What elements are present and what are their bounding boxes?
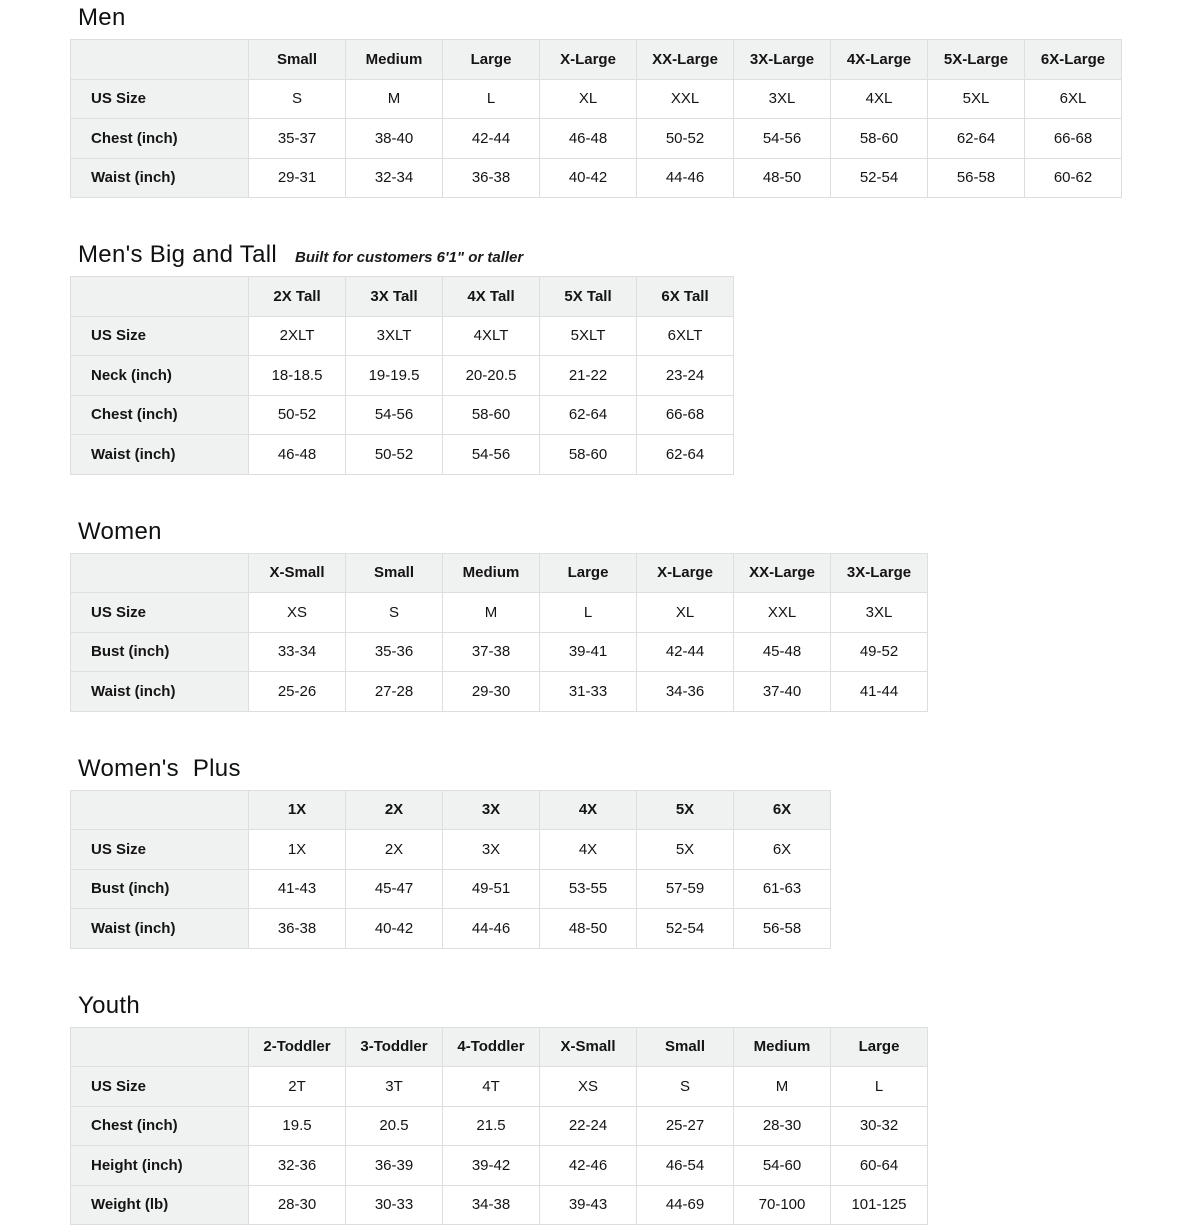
data-cell: XL xyxy=(540,79,637,119)
data-cell: S xyxy=(637,1067,734,1107)
data-cell: 101-125 xyxy=(831,1185,928,1225)
data-cell: 4T xyxy=(443,1067,540,1107)
row-label: Bust (inch) xyxy=(71,869,249,909)
section-heading xyxy=(78,992,1200,1020)
data-cell: 58-60 xyxy=(443,395,540,435)
column-header: 3X-Large xyxy=(831,553,928,593)
row-label: Waist (inch) xyxy=(71,435,249,475)
column-header: 5X-Large xyxy=(928,40,1025,80)
data-cell: 37-38 xyxy=(443,632,540,672)
row-label: US Size xyxy=(71,1067,249,1107)
data-cell: 30-33 xyxy=(346,1185,443,1225)
data-cell: 58-60 xyxy=(831,119,928,159)
column-header: 3-Toddler xyxy=(346,1027,443,1067)
data-cell: 52-54 xyxy=(831,158,928,198)
column-header: 1X xyxy=(249,790,346,830)
data-cell: 4XLT xyxy=(443,316,540,356)
data-cell: 3X xyxy=(443,830,540,870)
size-section-men-s-big-and-tall xyxy=(70,241,1200,475)
corner-cell xyxy=(71,277,249,317)
row-label: Chest (inch) xyxy=(71,119,249,159)
row-label: US Size xyxy=(71,830,249,870)
data-cell: 40-42 xyxy=(346,909,443,949)
table-row xyxy=(71,869,831,909)
data-cell: 52-54 xyxy=(637,909,734,949)
data-cell: 57-59 xyxy=(637,869,734,909)
column-header: Large xyxy=(831,1027,928,1067)
data-cell: 42-46 xyxy=(540,1146,637,1186)
column-header: X-Large xyxy=(637,553,734,593)
data-cell: 35-36 xyxy=(346,632,443,672)
data-cell: 46-48 xyxy=(249,435,346,475)
table-row xyxy=(71,158,1122,198)
table-header-row xyxy=(71,1027,928,1067)
size-table xyxy=(70,276,734,475)
size-section-women-s-plus xyxy=(70,755,1200,949)
data-cell: 54-56 xyxy=(734,119,831,159)
data-cell: 6X xyxy=(734,830,831,870)
data-cell: 66-68 xyxy=(637,395,734,435)
data-cell: 41-44 xyxy=(831,672,928,712)
data-cell: 36-38 xyxy=(443,158,540,198)
column-header: 4-Toddler xyxy=(443,1027,540,1067)
data-cell: 28-30 xyxy=(734,1106,831,1146)
column-header: Large xyxy=(540,553,637,593)
section-heading xyxy=(78,241,1200,269)
data-cell: 6XL xyxy=(1025,79,1122,119)
table-header-row xyxy=(71,277,734,317)
data-cell: 21-22 xyxy=(540,356,637,396)
column-header: 4X xyxy=(540,790,637,830)
data-cell: 34-36 xyxy=(637,672,734,712)
row-label: Waist (inch) xyxy=(71,672,249,712)
data-cell: 31-33 xyxy=(540,672,637,712)
column-header: 6X Tall xyxy=(637,277,734,317)
data-cell: L xyxy=(540,593,637,633)
column-header: 3X xyxy=(443,790,540,830)
data-cell: 54-56 xyxy=(443,435,540,475)
data-cell: 44-46 xyxy=(443,909,540,949)
data-cell: 41-43 xyxy=(249,869,346,909)
data-cell: 48-50 xyxy=(734,158,831,198)
data-cell: 50-52 xyxy=(346,435,443,475)
column-header: 2X Tall xyxy=(249,277,346,317)
section-heading xyxy=(78,518,1200,546)
column-header: 6X xyxy=(734,790,831,830)
data-cell: 19.5 xyxy=(249,1106,346,1146)
table-row xyxy=(71,1106,928,1146)
data-cell: XS xyxy=(540,1067,637,1107)
data-cell: 20-20.5 xyxy=(443,356,540,396)
section-title: Men's Big and Tall xyxy=(78,241,277,268)
data-cell: 2XLT xyxy=(249,316,346,356)
corner-cell xyxy=(71,40,249,80)
row-label: Chest (inch) xyxy=(71,395,249,435)
column-header: 2X xyxy=(346,790,443,830)
column-header: Medium xyxy=(734,1027,831,1067)
data-cell: 32-36 xyxy=(249,1146,346,1186)
data-cell: 29-30 xyxy=(443,672,540,712)
column-header: Medium xyxy=(346,40,443,80)
table-row xyxy=(71,119,1122,159)
data-cell: 37-40 xyxy=(734,672,831,712)
data-cell: 66-68 xyxy=(1025,119,1122,159)
table-row xyxy=(71,593,928,633)
data-cell: 28-30 xyxy=(249,1185,346,1225)
column-header: 5X Tall xyxy=(540,277,637,317)
column-header: 3X Tall xyxy=(346,277,443,317)
data-cell: 20.5 xyxy=(346,1106,443,1146)
column-header: X-Small xyxy=(249,553,346,593)
data-cell: 62-64 xyxy=(637,435,734,475)
column-header: Small xyxy=(346,553,443,593)
data-cell: 39-43 xyxy=(540,1185,637,1225)
table-row xyxy=(71,1146,928,1186)
data-cell: 56-58 xyxy=(928,158,1025,198)
table-row xyxy=(71,316,734,356)
data-cell: XL xyxy=(637,593,734,633)
data-cell: 36-39 xyxy=(346,1146,443,1186)
section-title: Men xyxy=(78,4,126,31)
data-cell: 50-52 xyxy=(637,119,734,159)
data-cell: 42-44 xyxy=(443,119,540,159)
data-cell: 46-48 xyxy=(540,119,637,159)
column-header: XX-Large xyxy=(734,553,831,593)
row-label: Waist (inch) xyxy=(71,158,249,198)
data-cell: 18-18.5 xyxy=(249,356,346,396)
row-label: Height (inch) xyxy=(71,1146,249,1186)
data-cell: 54-56 xyxy=(346,395,443,435)
table-row xyxy=(71,632,928,672)
column-header: Medium xyxy=(443,553,540,593)
data-cell: 33-34 xyxy=(249,632,346,672)
data-cell: 49-51 xyxy=(443,869,540,909)
data-cell: 36-38 xyxy=(249,909,346,949)
data-cell: 1X xyxy=(249,830,346,870)
data-cell: 23-24 xyxy=(637,356,734,396)
data-cell: 5XLT xyxy=(540,316,637,356)
data-cell: 30-32 xyxy=(831,1106,928,1146)
data-cell: 4XL xyxy=(831,79,928,119)
data-cell: 60-62 xyxy=(1025,158,1122,198)
data-cell: 49-52 xyxy=(831,632,928,672)
table-row xyxy=(71,672,928,712)
table-row xyxy=(71,1067,928,1107)
table-header-row xyxy=(71,553,928,593)
data-cell: 3XL xyxy=(734,79,831,119)
size-section-youth xyxy=(70,992,1200,1225)
column-header: Small xyxy=(249,40,346,80)
column-header: Large xyxy=(443,40,540,80)
data-cell: 50-52 xyxy=(249,395,346,435)
row-label: Weight (lb) xyxy=(71,1185,249,1225)
column-header: 2-Toddler xyxy=(249,1027,346,1067)
data-cell: XS xyxy=(249,593,346,633)
data-cell: S xyxy=(346,593,443,633)
data-cell: 62-64 xyxy=(928,119,1025,159)
data-cell: L xyxy=(831,1067,928,1107)
row-label: Neck (inch) xyxy=(71,356,249,396)
data-cell: S xyxy=(249,79,346,119)
data-cell: 56-58 xyxy=(734,909,831,949)
data-cell: 60-64 xyxy=(831,1146,928,1186)
size-table xyxy=(70,1027,928,1225)
data-cell: XXL xyxy=(734,593,831,633)
data-cell: 38-40 xyxy=(346,119,443,159)
row-label: US Size xyxy=(71,593,249,633)
data-cell: M xyxy=(443,593,540,633)
data-cell: 21.5 xyxy=(443,1106,540,1146)
table-row xyxy=(71,1185,928,1225)
data-cell: 53-55 xyxy=(540,869,637,909)
section-title: Youth xyxy=(78,992,140,1019)
corner-cell xyxy=(71,1027,249,1067)
section-heading xyxy=(78,4,1200,32)
data-cell: 39-41 xyxy=(540,632,637,672)
table-row xyxy=(71,79,1122,119)
section-title: Women's Plus xyxy=(78,755,241,782)
data-cell: 45-47 xyxy=(346,869,443,909)
data-cell: 45-48 xyxy=(734,632,831,672)
data-cell: 44-69 xyxy=(637,1185,734,1225)
row-label: Chest (inch) xyxy=(71,1106,249,1146)
data-cell: 39-42 xyxy=(443,1146,540,1186)
size-table xyxy=(70,39,1122,198)
row-label: US Size xyxy=(71,316,249,356)
table-row xyxy=(71,909,831,949)
column-header: 6X-Large xyxy=(1025,40,1122,80)
column-header: X-Small xyxy=(540,1027,637,1067)
section-heading xyxy=(78,755,1200,783)
data-cell: 27-28 xyxy=(346,672,443,712)
data-cell: 2T xyxy=(249,1067,346,1107)
data-cell: 42-44 xyxy=(637,632,734,672)
data-cell: L xyxy=(443,79,540,119)
column-header: XX-Large xyxy=(637,40,734,80)
data-cell: 34-38 xyxy=(443,1185,540,1225)
data-cell: 70-100 xyxy=(734,1185,831,1225)
row-label: Waist (inch) xyxy=(71,909,249,949)
table-header-row xyxy=(71,790,831,830)
data-cell: 29-31 xyxy=(249,158,346,198)
data-cell: 22-24 xyxy=(540,1106,637,1146)
table-header-row xyxy=(71,40,1122,80)
section-title: Women xyxy=(78,518,162,545)
section-subtitle: Built for customers 6'1" or taller xyxy=(295,249,523,266)
table-row xyxy=(71,395,734,435)
size-section-women xyxy=(70,518,1200,712)
size-chart-sections xyxy=(70,4,1200,1225)
size-table xyxy=(70,790,831,949)
data-cell: 3XL xyxy=(831,593,928,633)
data-cell: 46-54 xyxy=(637,1146,734,1186)
data-cell: 25-26 xyxy=(249,672,346,712)
size-section-men xyxy=(70,4,1200,198)
data-cell: 3XLT xyxy=(346,316,443,356)
data-cell: 6XLT xyxy=(637,316,734,356)
data-cell: 61-63 xyxy=(734,869,831,909)
table-row xyxy=(71,435,734,475)
data-cell: M xyxy=(734,1067,831,1107)
data-cell: 54-60 xyxy=(734,1146,831,1186)
data-cell: 19-19.5 xyxy=(346,356,443,396)
table-row xyxy=(71,356,734,396)
data-cell: M xyxy=(346,79,443,119)
data-cell: 32-34 xyxy=(346,158,443,198)
column-header: 5X xyxy=(637,790,734,830)
data-cell: 2X xyxy=(346,830,443,870)
column-header: Small xyxy=(637,1027,734,1067)
data-cell: 62-64 xyxy=(540,395,637,435)
data-cell: 25-27 xyxy=(637,1106,734,1146)
data-cell: 40-42 xyxy=(540,158,637,198)
data-cell: 48-50 xyxy=(540,909,637,949)
data-cell: 5X xyxy=(637,830,734,870)
column-header: 4X Tall xyxy=(443,277,540,317)
data-cell: 58-60 xyxy=(540,435,637,475)
data-cell: XXL xyxy=(637,79,734,119)
data-cell: 3T xyxy=(346,1067,443,1107)
corner-cell xyxy=(71,790,249,830)
row-label: US Size xyxy=(71,79,249,119)
size-table xyxy=(70,553,928,712)
row-label: Bust (inch) xyxy=(71,632,249,672)
corner-cell xyxy=(71,553,249,593)
data-cell: 5XL xyxy=(928,79,1025,119)
column-header: 3X-Large xyxy=(734,40,831,80)
data-cell: 35-37 xyxy=(249,119,346,159)
data-cell: 4X xyxy=(540,830,637,870)
column-header: X-Large xyxy=(540,40,637,80)
table-row xyxy=(71,830,831,870)
data-cell: 44-46 xyxy=(637,158,734,198)
column-header: 4X-Large xyxy=(831,40,928,80)
